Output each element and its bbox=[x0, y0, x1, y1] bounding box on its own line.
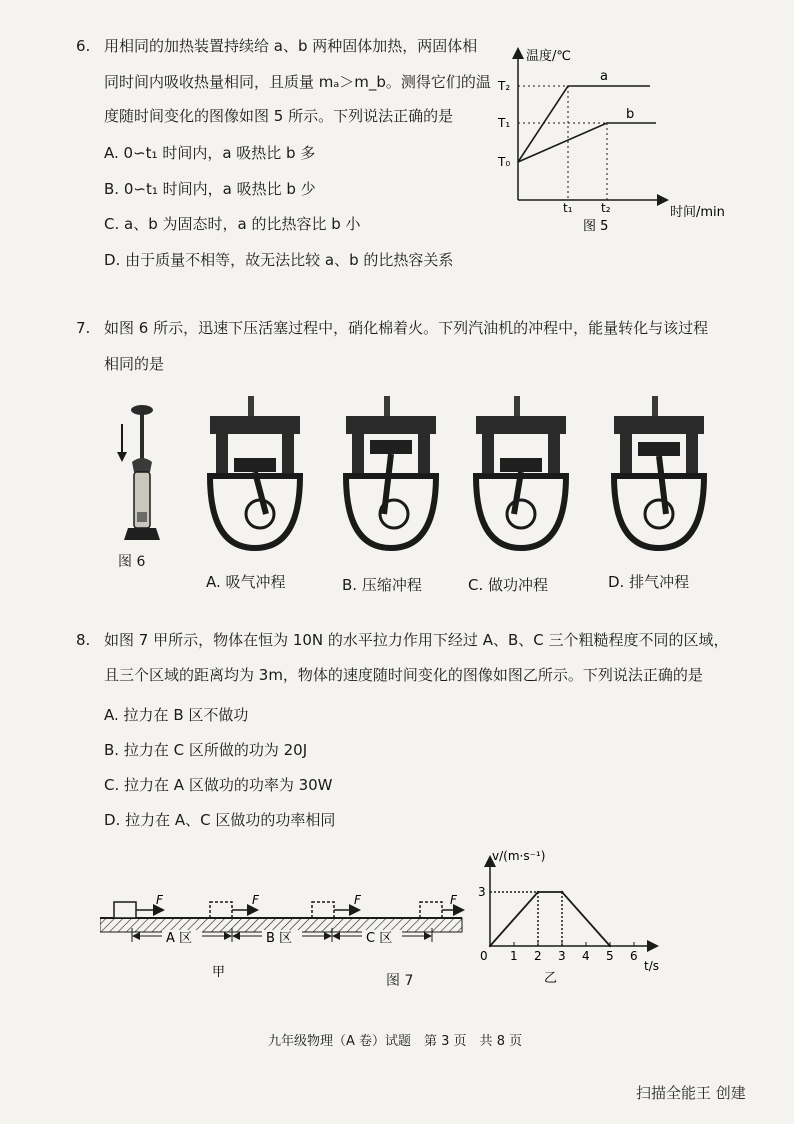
q8-option-c-text: 拉力在 A 区做功的功率为 30W bbox=[124, 776, 333, 794]
q6-option-a-text: 0∽t₁ 时间内，a 吸热比 b 多 bbox=[123, 144, 316, 162]
crankshaft bbox=[507, 500, 535, 528]
yi-data-point bbox=[537, 891, 539, 893]
figure-7-caption: 图 7 bbox=[386, 973, 414, 989]
q8-stem-line1: 如图 7 甲所示，物体在恒为 10N 的水平拉力作用下经过 A、B、C 三个粗糙程度不同的区域， bbox=[104, 631, 729, 649]
fig5-line-a bbox=[518, 86, 650, 162]
q6-option-a[interactable] bbox=[104, 142, 315, 163]
yi-data-point bbox=[489, 945, 491, 947]
fig5-ytick-t1: T₁ bbox=[498, 116, 511, 130]
q6-option-c-text: a、b 为固态时，a 的比热容比 b 小 bbox=[124, 215, 361, 233]
q7-option-b-text: 压缩冲程 bbox=[361, 576, 422, 594]
fig5-label-b: b bbox=[626, 107, 635, 122]
q7-stem-line1: 如图 6 所示，迅速下压活塞过程中，硝化棉着火。下列汽油机的冲程中，能量转化与该过程 bbox=[104, 319, 709, 337]
cylinder-wall-left bbox=[216, 434, 228, 476]
piston bbox=[234, 458, 276, 472]
q7-option-b-label: B. bbox=[342, 576, 358, 594]
piston bbox=[370, 440, 412, 454]
block-dashed-3 bbox=[420, 902, 442, 918]
yi-velocity-line bbox=[490, 892, 610, 946]
syringe-collar bbox=[132, 458, 152, 472]
zone-a-label: A 区 bbox=[166, 931, 193, 946]
q6-option-d[interactable] bbox=[104, 249, 453, 270]
q8-option-c-label: C. bbox=[104, 776, 120, 794]
q7-option-d-label: D. bbox=[608, 573, 625, 591]
syringe-rod bbox=[140, 413, 144, 463]
fig7-jia-sublabel: 甲 bbox=[212, 965, 226, 980]
q8-option-d-text: 拉力在 A、C 区做功的功率相同 bbox=[125, 811, 336, 829]
q6-option-c[interactable] bbox=[104, 213, 361, 234]
press-arrow-head bbox=[117, 452, 127, 462]
q7-option-c-label: C. bbox=[468, 576, 484, 594]
spark-plug bbox=[652, 396, 658, 416]
q8-option-b[interactable] bbox=[104, 739, 307, 760]
yi-ylabel: v/(m·s⁻¹) bbox=[492, 849, 546, 863]
yi-data-point bbox=[609, 945, 611, 947]
q7-option-c-text: 做功冲程 bbox=[488, 576, 549, 594]
figure-6-syringe bbox=[112, 400, 172, 560]
q8-option-a-text: 拉力在 B 区不做功 bbox=[123, 706, 249, 724]
fig5-xtick-t2: t₂ bbox=[601, 201, 611, 215]
cylinder-head bbox=[210, 416, 300, 434]
engine-exhaust-stroke bbox=[604, 396, 714, 556]
yi-xtick-label: 4 bbox=[582, 949, 590, 963]
figure-7-yi-chart bbox=[462, 848, 702, 988]
q6-option-b-label: B. bbox=[104, 180, 120, 198]
q6-number: 6. bbox=[76, 37, 91, 55]
crankcase bbox=[346, 476, 436, 548]
q8-option-d[interactable] bbox=[104, 809, 335, 830]
figure-6-caption: 图 6 bbox=[118, 554, 146, 570]
force-label-3: F bbox=[354, 893, 361, 907]
q8-number: 8. bbox=[76, 631, 91, 649]
block-solid bbox=[114, 902, 136, 918]
force-label-4: F bbox=[450, 893, 457, 907]
fig5-ytick-t0: T₀ bbox=[498, 155, 511, 169]
q6-option-b[interactable] bbox=[104, 178, 316, 199]
cylinder-wall-left bbox=[620, 434, 632, 476]
yi-xtick-label: 0 bbox=[480, 949, 488, 963]
piston bbox=[638, 442, 680, 456]
q8-stem-line2: 且三个区域的距离均为 3m，物体的速度随时间变化的图像如图乙所示。下列说法正确的是 bbox=[104, 666, 703, 684]
q7-option-a[interactable] bbox=[206, 571, 286, 592]
q6-stem-line2: 同时间内吸收热量相同，且质量 mₐ＞m_b。测得它们的温 bbox=[104, 73, 491, 91]
cylinder-head bbox=[476, 416, 566, 434]
q7-option-c[interactable] bbox=[468, 574, 548, 595]
q6-option-d-label: D. bbox=[104, 251, 121, 269]
nitrocellulose bbox=[137, 512, 147, 522]
engine-power-stroke bbox=[466, 396, 576, 556]
cylinder-head bbox=[614, 416, 704, 434]
ground-surface bbox=[100, 918, 462, 932]
force-label-2: F bbox=[252, 893, 259, 907]
q8-option-a[interactable] bbox=[104, 704, 248, 725]
yi-xtick-label: 6 bbox=[630, 949, 638, 963]
q8-option-c[interactable] bbox=[104, 774, 333, 795]
crankshaft bbox=[645, 500, 673, 528]
fig5-line-b bbox=[518, 123, 656, 162]
q7-option-a-text: 吸气冲程 bbox=[225, 573, 286, 591]
q7-option-d-text: 排气冲程 bbox=[629, 573, 690, 591]
q7-number: 7. bbox=[76, 319, 91, 337]
fig5-ylabel: 温度/℃ bbox=[526, 49, 571, 64]
q8-option-a-label: A. bbox=[104, 706, 119, 724]
q6-stem-line1: 用相同的加热装置持续给 a、b 两种固体加热，两固体相 bbox=[104, 37, 478, 55]
yi-data-point bbox=[561, 891, 563, 893]
q8-option-b-text: 拉力在 C 区所做的功为 20J bbox=[123, 741, 308, 759]
q6-option-a-label: A. bbox=[104, 144, 119, 162]
q7-option-b[interactable] bbox=[342, 574, 422, 595]
cylinder-wall-left bbox=[482, 434, 494, 476]
fig5-xtick-t1: t₁ bbox=[563, 201, 573, 215]
q6-stem-line3: 度随时间变化的图像如图 5 所示。下列说法正确的是 bbox=[104, 107, 454, 125]
engine-intake-stroke bbox=[200, 396, 310, 556]
connecting-rod bbox=[659, 456, 666, 514]
yi-xtick-label: 5 bbox=[606, 949, 614, 963]
cylinder-wall-right bbox=[282, 434, 294, 476]
fig5-xlabel: 时间/min bbox=[670, 205, 725, 220]
yi-sublabel: 乙 bbox=[544, 971, 558, 986]
cylinder-wall-right bbox=[418, 434, 430, 476]
block-dashed-2 bbox=[312, 902, 334, 918]
fig5-caption: 图 5 bbox=[583, 219, 609, 234]
force-label-1: F bbox=[156, 893, 163, 907]
fig5-label-a: a bbox=[600, 69, 608, 84]
crankshaft bbox=[246, 500, 274, 528]
q7-option-a-label: A. bbox=[206, 573, 221, 591]
yi-ytick-label: 3 bbox=[478, 885, 486, 899]
connecting-rod bbox=[384, 454, 391, 514]
page-footer: 九年级物理（A 卷）试题 第 3 页 共 8 页 bbox=[268, 1034, 523, 1049]
yi-xtick-label: 3 bbox=[558, 949, 566, 963]
cylinder-wall-right bbox=[548, 434, 560, 476]
yi-xlabel: t/s bbox=[644, 959, 659, 973]
zone-c-label: C 区 bbox=[366, 931, 393, 946]
piston bbox=[500, 458, 542, 472]
figure-7-jia bbox=[100, 890, 470, 985]
scanner-watermark: 扫描全能王 创建 bbox=[636, 1084, 746, 1102]
q8-option-d-label: D. bbox=[104, 811, 121, 829]
q6-option-c-label: C. bbox=[104, 215, 120, 233]
zone-b-label: B 区 bbox=[266, 931, 293, 946]
q7-stem-line2: 相同的是 bbox=[104, 355, 165, 373]
cylinder-head bbox=[346, 416, 436, 434]
engine-compression-stroke bbox=[336, 396, 446, 556]
crankcase bbox=[614, 476, 704, 548]
spark-plug bbox=[248, 396, 254, 416]
yi-xtick-label: 2 bbox=[534, 949, 542, 963]
q6-option-b-text: 0∽t₁ 时间内，a 吸热比 b 少 bbox=[123, 180, 316, 198]
block-dashed-1 bbox=[210, 902, 232, 918]
q7-option-d[interactable] bbox=[608, 571, 689, 592]
crankcase bbox=[210, 476, 300, 548]
spark-plug bbox=[384, 396, 390, 416]
q6-option-d-text: 由于质量不相等，故无法比较 a、b 的比热容关系 bbox=[125, 251, 454, 269]
yi-xtick-label: 1 bbox=[510, 949, 518, 963]
figure-5 bbox=[480, 40, 770, 240]
syringe-base bbox=[124, 528, 160, 540]
fig5-ytick-t2: T₂ bbox=[498, 79, 511, 93]
q8-option-b-label: B. bbox=[104, 741, 120, 759]
spark-plug bbox=[514, 396, 520, 416]
cylinder-wall-left bbox=[352, 434, 364, 476]
cylinder-wall-right bbox=[686, 434, 698, 476]
